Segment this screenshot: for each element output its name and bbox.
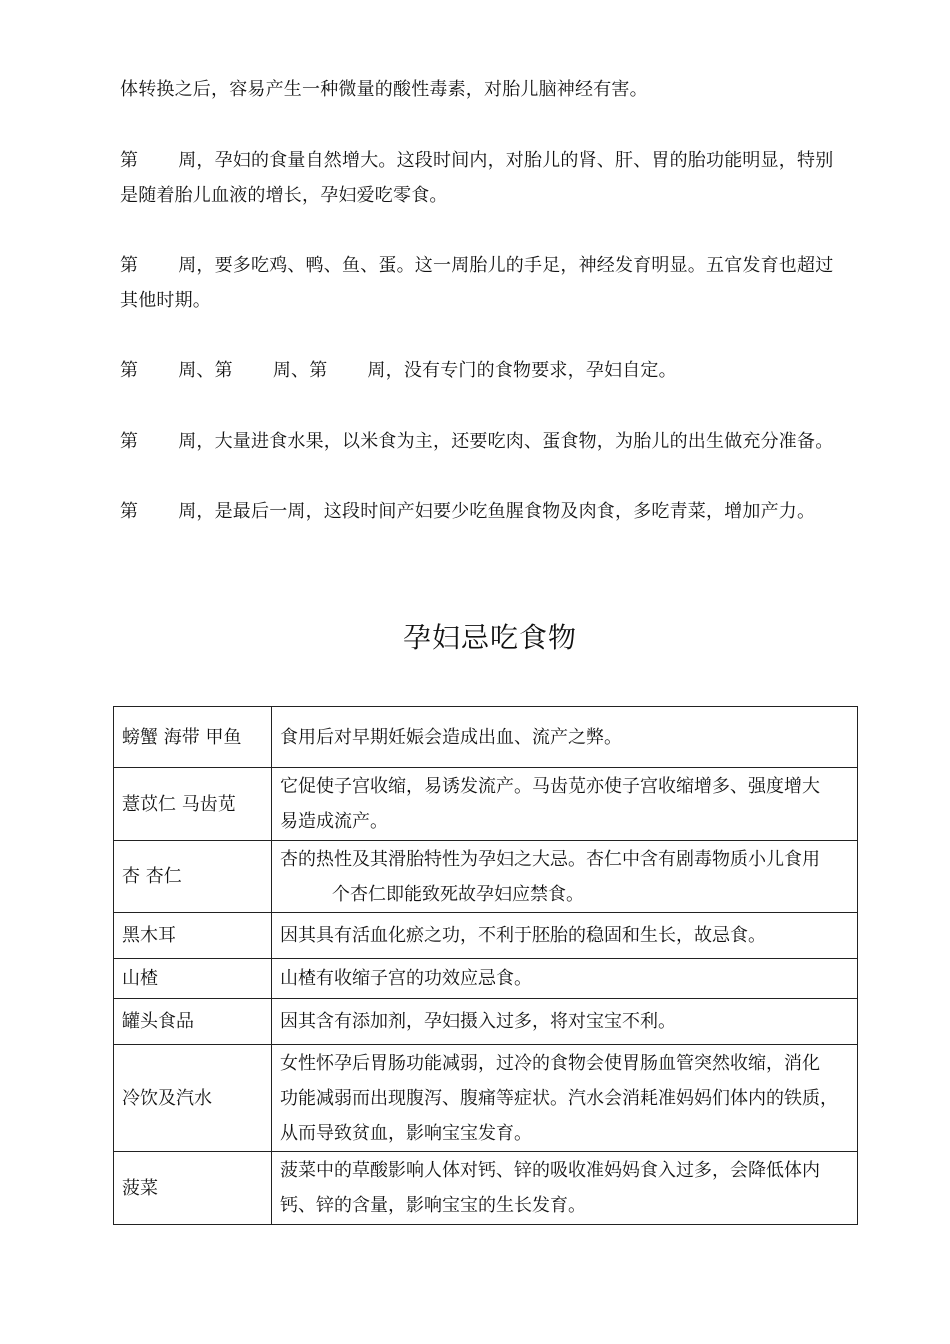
reason-cell [272, 768, 858, 841]
food-name-cell: 薏苡仁 马齿苋 [114, 768, 272, 841]
reason-cell [272, 1152, 858, 1225]
paragraph-week-b [120, 248, 860, 318]
paragraph-line: 体转换之后，容易产生一种微量的酸性毒素，对胎儿脑神经有害。 [120, 79, 648, 100]
reason-line: 功能减弱而出现腹泻、腹痛等症状。汽水会消耗准妈妈们体内的铁质， [280, 1087, 838, 1109]
paragraph-line: 第 周、第 周、第 周，没有专门的食物要求，孕妇自定。 [120, 360, 677, 381]
reason-cell [272, 707, 858, 768]
table-row [114, 913, 858, 959]
reason-line: 它促使子宫收缩，易诱发流产。马齿苋亦使子宫收缩增多、强度增大 [280, 776, 820, 797]
reason-line: 从而导致贫血，影响宝宝发育。 [280, 1122, 532, 1144]
reason-line: 因其含有添加剂，孕妇摄入过多，将对宝宝不利。 [280, 1011, 676, 1032]
paragraph-week-intro [120, 72, 860, 107]
reason-line: 女性怀孕后胃肠功能减弱，过冷的食物会使胃肠血管突然收缩，消化 [280, 1052, 820, 1074]
food-name-cell: 山楂 [114, 959, 272, 999]
table-row [114, 1045, 858, 1152]
paragraph-line: 第 周，大量进食水果，以米食为主，还要吃肉、蛋食物，为胎儿的出生做充分准备。 [120, 431, 834, 452]
paragraph-line: 是随着胎儿血液的增长，孕妇爱吃零食。 [120, 185, 448, 206]
paragraph-line: 第 周，孕妇的食量自然增大。这段时间内，对胎儿的肾、肝、胃的胎功能明显，特别 [120, 150, 834, 171]
table-row [114, 707, 858, 768]
paragraph-line: 第 周，要多吃鸡、鸭、鱼、蛋。这一周胎儿的手足，神经发育明显。五官发育也超过 [120, 255, 834, 276]
paragraph-week-d [120, 424, 860, 459]
paragraph-line: 第 周，是最后一周，这段时间产妇要少吃鱼腥食物及肉食，多吃青菜，增加产力。 [120, 501, 816, 522]
reason-line: 食用后对早期妊娠会造成出血、流产之弊。 [280, 726, 622, 748]
food-name-cell: 菠菜 [114, 1152, 272, 1225]
table-row [114, 959, 858, 999]
table-row [114, 768, 858, 841]
reason-cell [272, 841, 858, 913]
reason-line: 钙、锌的含量，影响宝宝的生长发育。 [280, 1195, 586, 1216]
paragraph-week-c [120, 353, 860, 388]
reason-cell [272, 913, 858, 959]
reason-line: 山楂有收缩子宫的功效应忌食。 [280, 968, 532, 989]
table-row [114, 1152, 858, 1225]
paragraph-line: 其他时期。 [120, 290, 211, 311]
table-row [114, 999, 858, 1045]
section-title: 孕妇忌吃食物 [402, 621, 577, 654]
reason-cell [272, 999, 858, 1045]
reason-line: 杏的热性及其滑胎特性为孕妇之大忌。杏仁中含有剧毒物质小儿食用 [280, 848, 820, 870]
table-row [114, 841, 858, 913]
paragraph-week-e [120, 494, 860, 529]
reason-cell [272, 959, 858, 999]
reason-line: 菠菜中的草酸影响人体对钙、锌的吸收准妈妈食入过多，会降低体内 [280, 1160, 820, 1181]
reason-line: 易造成流产。 [280, 811, 388, 832]
paragraph-week-a [120, 143, 860, 213]
reason-line: 个杏仁即能致死故孕妇应禁食。 [332, 883, 584, 905]
reason-cell [272, 1045, 858, 1152]
food-name-cell: 罐头食品 [114, 999, 272, 1045]
food-name-cell: 杏 杏仁 [114, 841, 272, 913]
forbidden-foods-table [113, 706, 858, 1225]
reason-line: 因其具有活血化瘀之功，不利于胚胎的稳固和生长，故忌食。 [280, 925, 766, 946]
food-name-cell: 黑木耳 [114, 913, 272, 959]
food-name-cell: 冷饮及汽水 [114, 1045, 272, 1152]
food-name-cell: 螃蟹 海带 甲鱼 [114, 707, 272, 768]
